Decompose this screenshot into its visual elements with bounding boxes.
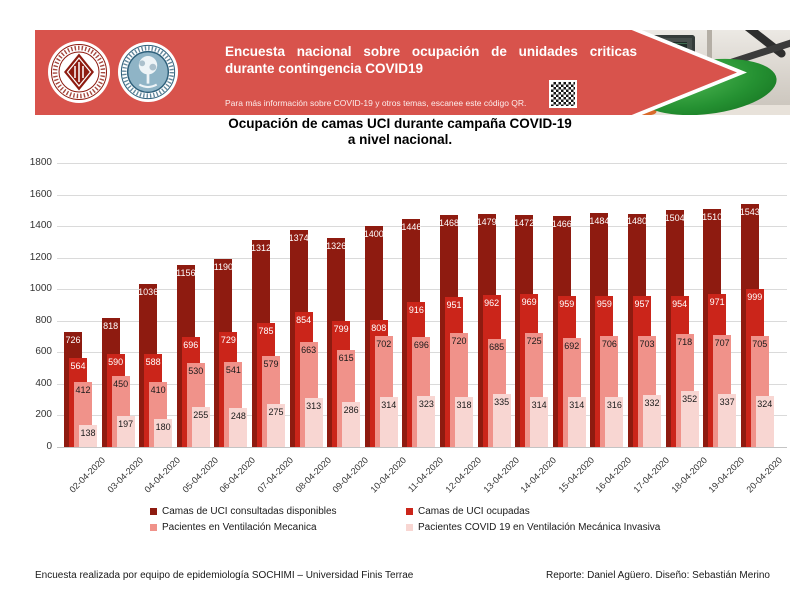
legend-marker [406,524,413,531]
bar-value-label: 959 [596,298,612,309]
bar-group [515,163,553,447]
bar-value-label: 352 [682,394,698,405]
bar-group [252,163,290,447]
legend-marker [150,524,157,531]
y-axis-tick-label: 200 [35,409,52,421]
bar-value-label: 706 [601,338,617,349]
legend-label: Pacientes COVID 19 en Ventilación Mecánica Invasiva [418,522,661,533]
chart-title-line2: a nivel nacional. [347,132,453,147]
bar-value-label: 1466 [551,218,572,229]
bar-value-label: 808 [371,322,387,333]
y-axis-tick-label: 1400 [29,220,52,232]
finis-terrae-seal-icon [117,41,179,103]
qr-code-icon [549,80,577,108]
x-axis-tick-label: 07-04-2020 [255,455,296,495]
bar-value-label: 1468 [438,218,460,229]
x-axis-tick-label: 03-04-2020 [105,455,145,495]
x-axis-tick-label: 08-04-2020 [293,455,333,495]
bar-value-label: 729 [220,334,236,345]
bar-value-label: 720 [451,336,467,347]
bar-value-label: 564 [70,361,86,371]
y-axis-tick-label: 1600 [29,188,52,200]
x-axis-tick-label: 18-04-2020 [669,455,709,495]
bar-value-label: 410 [150,385,166,396]
bar-value-label: 718 [677,336,693,347]
bar-group [327,163,365,447]
bar-value-label: 1312 [250,242,272,253]
bar-value-label: 726 [65,335,81,346]
legend-item [406,506,660,517]
bar-value-label: 951 [446,299,462,310]
bar-value-label: 1472 [514,217,535,228]
bar-value-label: 248 [230,410,246,421]
bar-value-label: 1484 [589,215,610,226]
bar-value-label: 450 [113,379,129,389]
bar-value-label: 696 [413,340,429,351]
bar-value-label: 197 [118,418,134,429]
bar-value-label: 1480 [626,216,648,227]
x-axis-tick-label: 10-04-2020 [368,455,408,495]
chart-title-line1: Ocupación de camas UCI durante campaña COVID-19 [228,116,572,131]
bar-value-label: 324 [757,398,773,409]
y-axis-tick-label: 600 [35,346,52,358]
bar-value-label: 255 [193,409,209,420]
bar-value-label: 337 [719,396,735,407]
legend-item [150,522,406,533]
legend-label: Pacientes en Ventilación Mecanica [162,522,317,533]
x-axis-tick-label: 09-04-2020 [330,455,371,495]
bar-value-label: 318 [456,399,472,410]
bar-value-label: 785 [258,326,274,337]
x-axis-tick-label: 13-04-2020 [481,455,521,495]
bar-value-label: 954 [672,299,688,310]
bar-value-label: 962 [484,298,500,309]
bar-value-label: 316 [606,400,622,411]
bar-value-label: 703 [639,339,655,350]
banner-title: Encuesta nacional sobre ocupación de unidades criticas durante contingencia COVID19 [225,44,637,76]
header-banner [35,30,790,115]
bar-value-label: 1400 [363,229,384,240]
x-axis-tick-label: 06-04-2020 [217,455,258,495]
bar-value-label: 1036 [138,286,159,297]
bar-value-label: 702 [376,339,392,350]
bar-value-label: 1543 [739,206,760,217]
bar-value-label: 707 [714,338,730,349]
bar-value-label: 138 [80,428,96,439]
bar-value-label: 969 [521,297,537,308]
y-axis-tick-label: 0 [46,441,52,452]
gridline [57,447,787,448]
bar-value-label: 663 [301,345,317,356]
bar-value-label: 314 [531,400,547,411]
bar-value-label: 692 [564,340,580,351]
bar-group [177,163,215,447]
x-axis-tick-label: 11-04-2020 [406,455,446,495]
bar-value-label: 696 [183,340,199,351]
x-axis-tick-label: 17-04-2020 [631,455,672,495]
bar-group [139,163,177,447]
footer-credit-left: Encuesta realizada por equipo de epidemiología SOCHIMI – Universidad Finis Terrae [35,570,414,581]
sochimi-seal-icon [47,40,111,104]
bar-value-label: 1479 [476,216,497,227]
bar-value-label: 959 [559,298,575,309]
x-axis-tick-label: 20-04-2020 [744,455,784,495]
bar-group [741,163,779,447]
bar-value-label: 541 [225,364,241,375]
bar-value-label: 314 [381,400,397,411]
bar-value-label: 588 [145,357,161,368]
y-axis-tick-label: 1000 [29,283,52,295]
bar-group [365,163,403,447]
bar-value-label: 180 [155,421,171,432]
bar-group [478,163,516,447]
bar-value-label: 323 [418,399,434,410]
y-axis-tick-label: 1200 [29,251,52,263]
x-axis-tick-label: 19-04-2020 [706,455,747,495]
x-axis-tick-label: 16-04-2020 [593,455,634,495]
bar-group [64,163,102,447]
bar-value-label: 286 [343,404,359,415]
legend-marker [150,508,157,515]
x-axis-tick-label: 05-04-2020 [180,455,220,495]
bar-value-label: 335 [494,397,510,408]
bar-value-label: 1326 [326,240,347,251]
bar-value-label: 412 [75,384,91,395]
bar-value-label: 530 [188,366,204,377]
bar-value-label: 916 [408,305,424,316]
banner-subtitle: Para más información sobre COVID-19 y otros temas, escanee este código QR. [225,98,527,108]
bar-group [590,163,628,447]
x-axis-tick-label: 15-04-2020 [556,455,596,495]
bar-group [102,163,140,447]
chart-title [0,116,800,148]
bar-value-label: 685 [489,341,505,352]
footer-credit-right: Reporte: Daniel Agüero. Diseño: Sebastián Merino [545,570,770,581]
bar-group [214,163,252,447]
bar-group [628,163,666,447]
bar-group [290,163,328,447]
x-axis-tick-label: 12-04-2020 [443,455,484,495]
legend-item [150,506,406,517]
bar-value-label: 1190 [213,262,234,273]
logo-row [47,40,179,104]
x-axis-tick-label: 04-04-2020 [142,455,183,495]
bar-group [553,163,591,447]
bar-value-label: 957 [634,299,650,309]
bar-value-label: 615 [338,352,354,363]
bar-value-label: 999 [747,292,763,303]
bar-chart [0,150,800,505]
bar-value-label: 313 [306,400,322,411]
bar-group [402,163,440,447]
bar-value-label: 314 [569,400,585,411]
y-axis-tick-label: 800 [35,314,52,326]
y-axis-tick-label: 1800 [29,157,52,168]
bar-group [666,163,704,447]
bar-value-label: 579 [263,358,279,369]
legend-label: Camas de UCI ocupadas [418,506,530,517]
bar-value-label: 725 [526,335,542,346]
bar-value-label: 1156 [176,267,196,278]
bar-value-label: 799 [333,323,349,334]
bar-value-label: 818 [103,320,119,331]
bar-value-label: 1374 [288,233,309,244]
bar-value-label: 971 [709,296,725,307]
bar-value-label: 705 [752,338,768,349]
legend-label: Camas de UCI consultadas disponibles [162,506,337,517]
bar-value-label: 1446 [401,221,422,232]
bar-value-label: 1504 [664,212,685,223]
bar-value-label: 275 [268,406,284,417]
x-axis-tick-label: 14-04-2020 [518,455,559,495]
bar-value-label: 590 [108,356,124,367]
y-axis-tick-label: 400 [35,377,52,389]
bar-value-label: 332 [644,397,660,408]
bar-value-label: 854 [296,315,312,326]
x-axis-tick-label: 02-04-2020 [67,455,108,495]
plot-area [57,163,787,447]
legend-marker [406,508,413,515]
bar-value-label: 1510 [702,211,723,222]
chart-legend [150,506,660,533]
legend-item [406,522,660,533]
bar-group [440,163,478,447]
